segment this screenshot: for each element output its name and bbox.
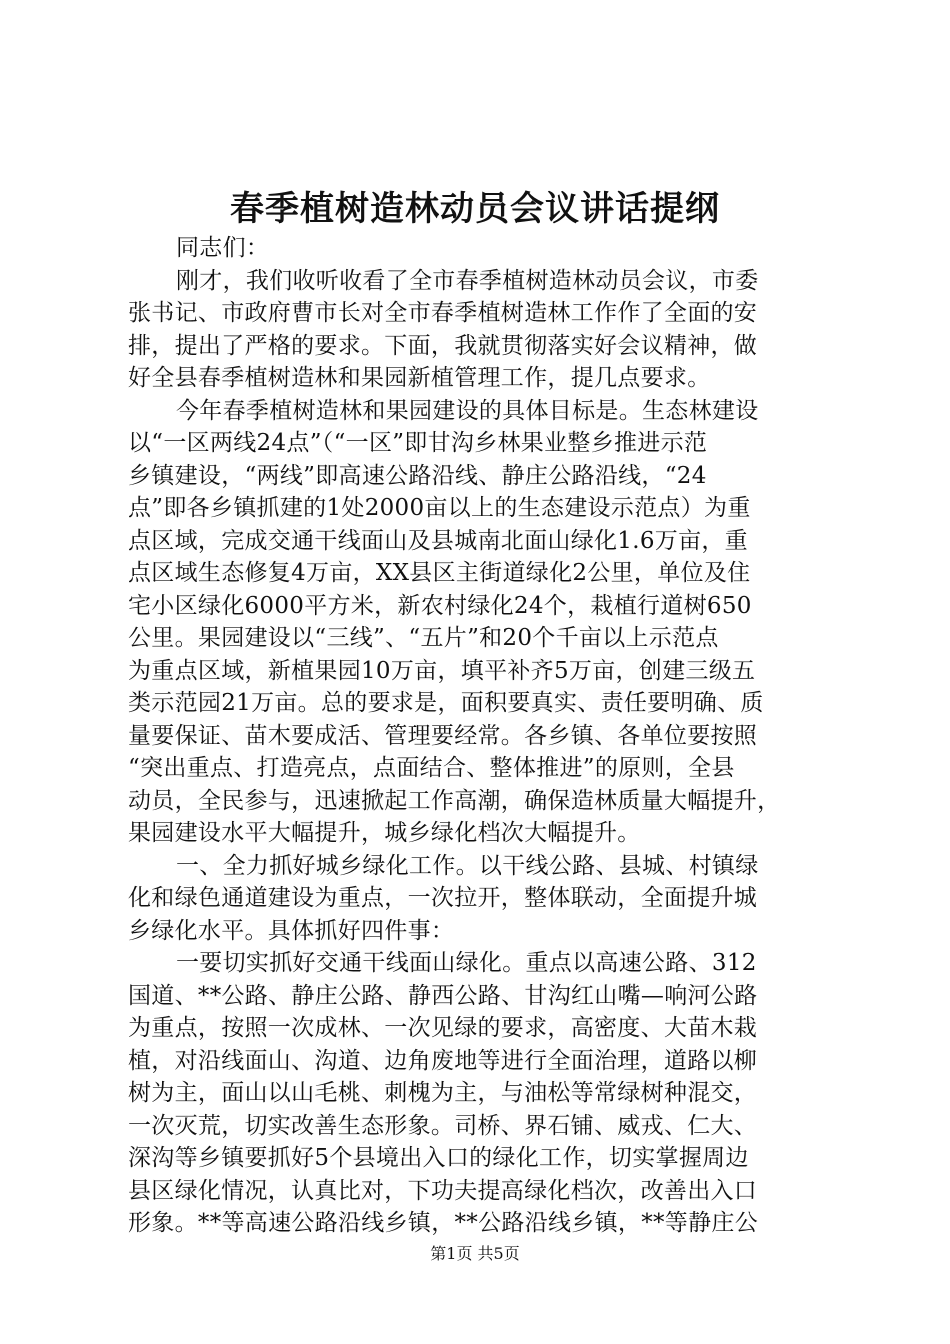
body-line: 一、全力抓好城乡绿化工作。以干线公路、县城、村镇绿 bbox=[176, 852, 759, 879]
body-line: 刚才，我们收听收看了全市春季植树造林动员会议，市委 bbox=[176, 267, 759, 294]
body-line: 形象。**等高速公路沿线乡镇，**公路沿线乡镇，**等静庄公 bbox=[128, 1210, 758, 1236]
body-line: 同志们： bbox=[176, 235, 270, 261]
body-line: 一要切实抓好交通干线面山绿化。重点以高速公路、312 bbox=[176, 950, 757, 976]
body-line: 点区域，完成交通干线面山及县城南北面山绿化1.6万亩，重 bbox=[128, 527, 748, 554]
body-line: “突出重点、打造亮点，点面结合、整体推进”的原则，全县 bbox=[128, 755, 735, 781]
body-line: 县区绿化情况，认真比对，下功夫提高绿化档次，改善出入口 bbox=[128, 1177, 758, 1204]
body-line: 植，对沿线面山、沟道、边角废地等进行全面治理，道路以柳 bbox=[128, 1047, 758, 1074]
body-line: 为重点区域，新植果园10万亩，填平补齐5万亩，创建三级五 bbox=[128, 657, 756, 684]
body-line: 量要保证、苗木要成活、管理要经常。各乡镇、各单位要按照 bbox=[128, 722, 758, 749]
body-line: 树为主，面山以山毛桃、刺槐为主，与油松等常绿树种混交， bbox=[128, 1080, 758, 1106]
body-line: 动员，全民参与，迅速掀起工作高潮，确保造林质量大幅提升， bbox=[128, 787, 781, 814]
body-line: 国道、**公路、静庄公路、静西公路、甘沟红山嘴—响河公路 bbox=[128, 982, 758, 1009]
document-title: 春季植树造林动员会议讲话提纲 bbox=[230, 189, 720, 229]
body-line: 类示范园21万亩。总的要求是，面积要真实、责任要明确、质 bbox=[128, 690, 764, 716]
body-line: 今年春季植树造林和果园建设的具体目标是。生态林建设 bbox=[176, 397, 759, 424]
body-line: 乡镇建设，“两线”即高速公路沿线、静庄公路沿线，“24 bbox=[128, 462, 707, 489]
body-line: 果园建设水平大幅提升，城乡绿化档次大幅提升。 bbox=[128, 820, 641, 846]
body-line: 一次灭荒，切实改善生态形象。司桥、界石铺、威戎、仁大、 bbox=[128, 1112, 758, 1139]
body-line: 公里。果园建设以“三线”、“五片”和20个千亩以上示范点 bbox=[128, 625, 719, 651]
document-body bbox=[128, 232, 828, 1240]
body-line: 深沟等乡镇要抓好5个县境出入口的绿化工作，切实掌握周边 bbox=[128, 1145, 749, 1171]
body-line: 乡绿化水平。具体抓好四件事： bbox=[128, 917, 455, 944]
body-line: 为重点，按照一次成林、一次见绿的要求，高密度、大苗木栽 bbox=[128, 1015, 758, 1041]
body-line: 点区域生态修复4万亩，XX县区主街道绿化2公里，单位及住 bbox=[128, 560, 751, 586]
page-footer: 第1页 共5页 bbox=[430, 1244, 520, 1263]
body-line: 排，提出了严格的要求。下面，我就贯彻落实好会议精神，做 bbox=[128, 332, 758, 359]
body-line: 化和绿色通道建设为重点，一次拉开，整体联动，全面提升城 bbox=[128, 885, 758, 911]
body-line: 点”即各乡镇抓建的1处2000亩以上的生态建设示范点）为重 bbox=[128, 495, 751, 521]
body-line: 宅小区绿化6000平方米，新农村绿化24个，栽植行道树650 bbox=[128, 592, 752, 619]
body-line: 张书记、市政府曹市长对全市春季植树造林工作作了全面的安 bbox=[128, 300, 758, 326]
body-line: 以“一区两线24点”（“一区”即甘沟乡林果业整乡推进示范 bbox=[128, 430, 708, 456]
body-line: 好全县春季植树造林和果园新植管理工作，提几点要求。 bbox=[128, 365, 711, 391]
